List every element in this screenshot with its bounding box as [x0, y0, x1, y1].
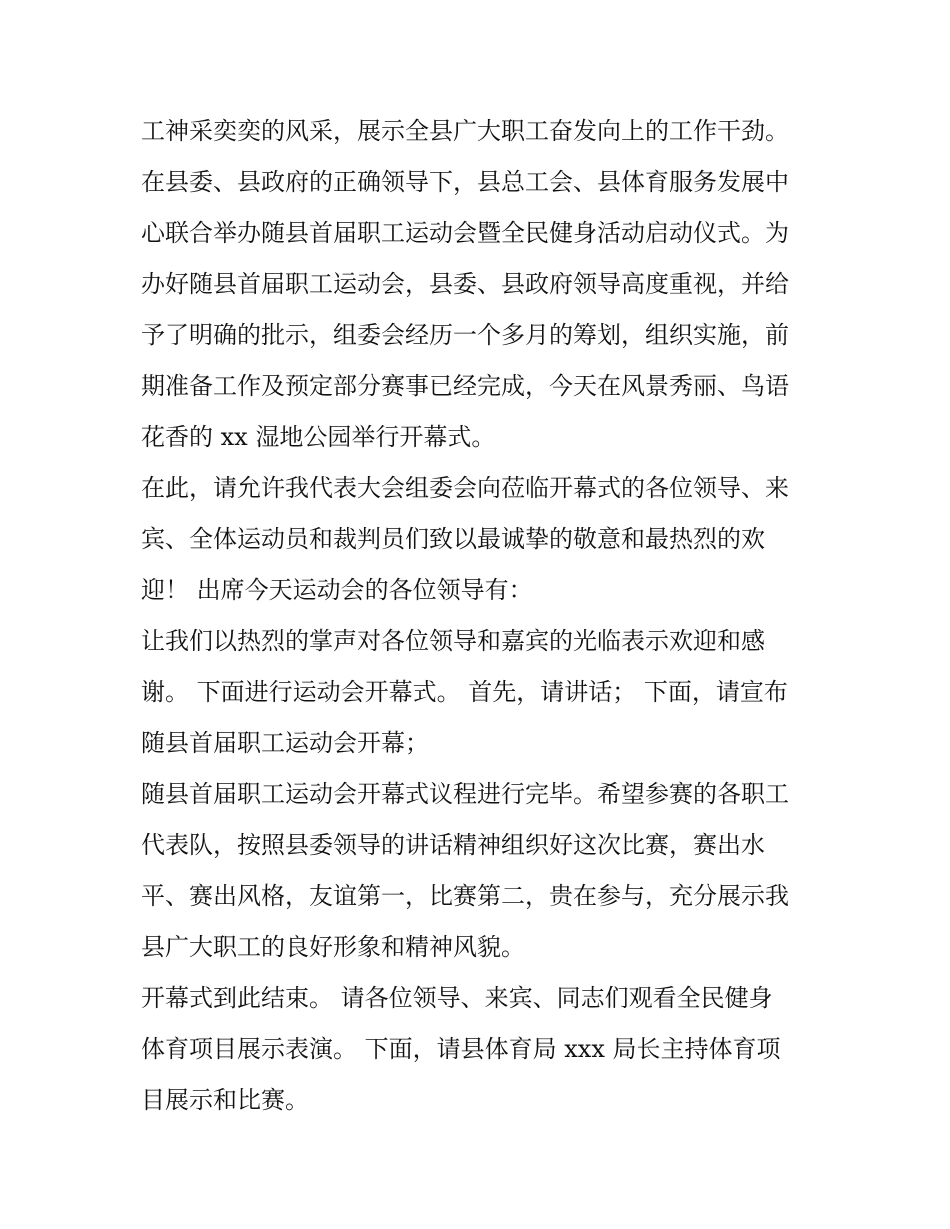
- text-line: 心联合举办随县首届职工运动会暨全民健身活动启动仪式。为: [141, 219, 789, 247]
- text-line: 在此，请允许我代表大会组委会向莅临开幕式的各位领导、来: [141, 474, 789, 502]
- text-line: 工神采奕奕的风采，展示全县广大职工奋发向上的工作干劲。: [141, 117, 789, 145]
- text-line: 让我们以热烈的掌声对各位领导和嘉宾的光临表示欢迎和感: [141, 627, 765, 655]
- text-line: 期准备工作及预定部分赛事已经完成，今天在风景秀丽、鸟语: [141, 372, 789, 400]
- text-line: 谢。 下面进行运动会开幕式。 首先，请讲话； 下面，请宣布: [141, 678, 788, 706]
- paragraph-2: [141, 157, 821, 463]
- paragraph-3: [141, 463, 821, 616]
- text-line: 体育项目展示表演。 下面，请县体育局 xxx 局长主持体育项: [141, 1035, 781, 1063]
- text-line: 随县首届职工运动会开幕；: [141, 729, 429, 757]
- text-line: 县广大职工的良好形象和精神风貌。: [141, 933, 525, 961]
- paragraph-5: [141, 769, 821, 973]
- text-line: 随县首届职工运动会开幕式议程进行完毕。希望参赛的各职工: [141, 780, 789, 808]
- text-line: 在县委、县政府的正确领导下，县总工会、县体育服务发展中: [141, 168, 789, 196]
- text-line: 目展示和比赛。: [141, 1086, 309, 1114]
- text-line: 开幕式到此结束。 请各位领导、来宾、同志们观看全民健身: [141, 984, 773, 1012]
- text-line: 宾、全体运动员和裁判员们致以最诚挚的敬意和最热烈的欢: [141, 525, 765, 553]
- text-line: 代表队，按照县委领导的讲话精神组织好这次比赛，赛出水: [141, 831, 765, 859]
- paragraph-4: [141, 616, 821, 769]
- body-text: [141, 106, 821, 1126]
- text-line: 办好随县首届职工运动会，县委、县政府领导高度重视，并给: [141, 270, 789, 298]
- text-line: 花香的 xx 湿地公园举行开幕式。: [141, 423, 496, 451]
- paragraph-1: [141, 106, 821, 157]
- paragraph-6: [141, 973, 821, 1126]
- text-line: 予了明确的批示，组委会经历一个多月的筹划，组织实施，前: [141, 321, 789, 349]
- text-line: 平、赛出风格，友谊第一，比赛第二，贵在参与，充分展示我: [141, 882, 789, 910]
- text-line: 迎！ 出席今天运动会的各位领导有：: [141, 576, 533, 604]
